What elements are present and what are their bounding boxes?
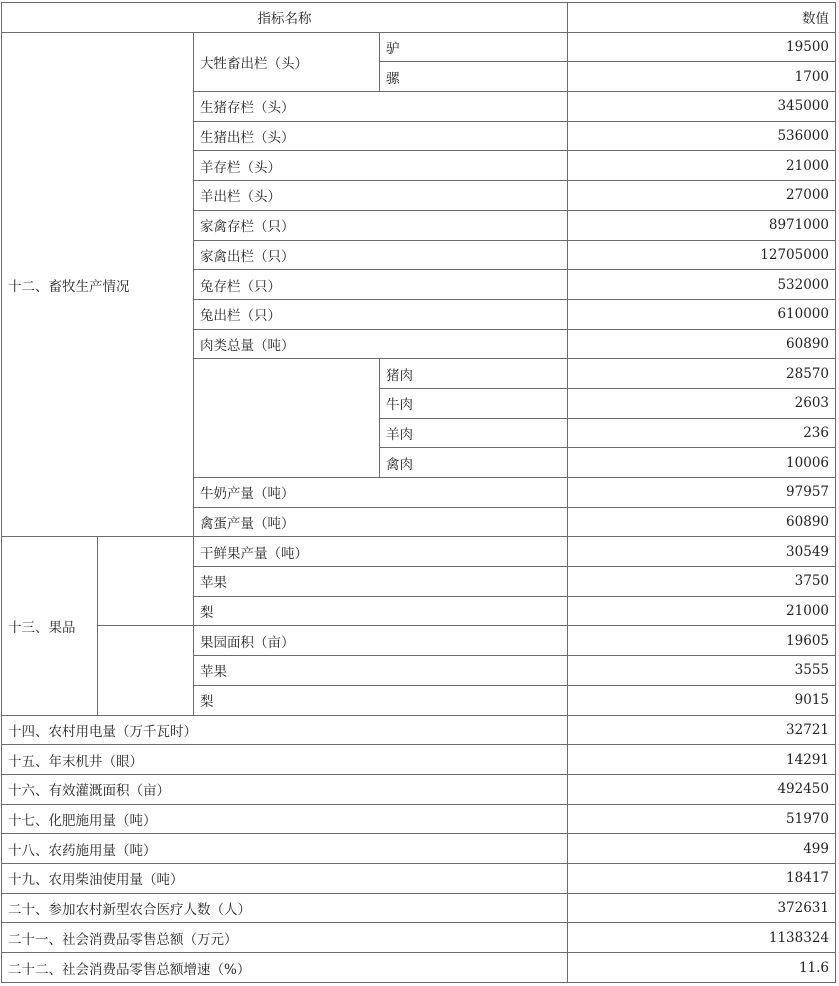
table-row [2, 804, 836, 834]
milk-value: 97957 [568, 478, 836, 508]
fruit-apple-value: 3750 [568, 567, 836, 597]
section-22-value: 11.6 [568, 953, 836, 983]
table-row [2, 953, 836, 983]
table-row [2, 537, 836, 567]
eggs-value: 60890 [568, 507, 836, 537]
mule-value: 1700 [568, 62, 836, 92]
rabbit-out-label: 兔出栏（只） [194, 299, 568, 329]
section-13-title: 十三、果品 [2, 537, 98, 715]
orchard-pear-label: 梨 [194, 685, 568, 715]
meat-total-label: 肉类总量（吨） [194, 329, 568, 359]
beef-value: 2603 [568, 388, 836, 418]
orchard-area-label: 果园面积（亩） [194, 626, 568, 656]
section-16-value: 492450 [568, 774, 836, 804]
poultry-meat-value: 10006 [568, 448, 836, 478]
header-row [2, 3, 836, 33]
pork-value: 28570 [568, 359, 836, 389]
poultry-stock-label: 家禽存栏（只） [194, 210, 568, 240]
sheep-out-label: 羊出栏（头） [194, 181, 568, 211]
meat-blank-cell [194, 359, 380, 478]
table-row [2, 626, 836, 656]
sheep-out-value: 27000 [568, 181, 836, 211]
pork-label: 猪肉 [380, 359, 568, 389]
donkey-label: 驴 [380, 32, 568, 62]
section-12-title: 十二、畜牧生产情况 [2, 32, 194, 537]
sheep-stock-label: 羊存栏（头） [194, 151, 568, 181]
section-16-label: 十六、有效灌溉面积（亩） [2, 774, 568, 804]
orchard-area-value: 19605 [568, 626, 836, 656]
fruit-output-value: 30549 [568, 537, 836, 567]
rabbit-stock-value: 532000 [568, 270, 836, 300]
table-row [2, 774, 836, 804]
table-row [2, 715, 836, 745]
pig-out-value: 536000 [568, 121, 836, 151]
orchard-apple-value: 3555 [568, 656, 836, 686]
section-21-label: 二十一、社会消费品零售总额（万元） [2, 923, 568, 953]
table-row [2, 32, 836, 62]
pig-stock-value: 345000 [568, 92, 836, 122]
poultry-meat-label: 禽肉 [380, 448, 568, 478]
fruit-apple-label: 苹果 [194, 567, 568, 597]
poultry-stock-value: 8971000 [568, 210, 836, 240]
section-18-value: 499 [568, 834, 836, 864]
header-indicator-name: 指标名称 [2, 3, 568, 33]
meat-total-value: 60890 [568, 329, 836, 359]
section-20-value: 372631 [568, 893, 836, 923]
fruit-blank-cell [98, 537, 194, 626]
beef-label: 牛肉 [380, 388, 568, 418]
section-18-label: 十八、农药施用量（吨） [2, 834, 568, 864]
section-19-value: 18417 [568, 863, 836, 893]
section-15-label: 十五、年末机井（眼） [2, 745, 568, 775]
mule-label: 骡 [380, 62, 568, 92]
mutton-label: 羊肉 [380, 418, 568, 448]
section-17-value: 51970 [568, 804, 836, 834]
statistics-table [1, 2, 836, 983]
rabbit-stock-label: 兔存栏（只） [194, 270, 568, 300]
big-livestock-label: 大牲畜出栏（头） [194, 32, 380, 91]
section-14-value: 32721 [568, 715, 836, 745]
section-21-value: 1138324 [568, 923, 836, 953]
section-17-label: 十七、化肥施用量（吨） [2, 804, 568, 834]
mutton-value: 236 [568, 418, 836, 448]
poultry-out-label: 家禽出栏（只） [194, 240, 568, 270]
milk-label: 牛奶产量（吨） [194, 478, 568, 508]
orchard-pear-value: 9015 [568, 685, 836, 715]
fruit-pear-value: 21000 [568, 596, 836, 626]
rabbit-out-value: 610000 [568, 299, 836, 329]
table-row [2, 834, 836, 864]
section-20-label: 二十、参加农村新型农合医疗人数（人） [2, 893, 568, 923]
section-14-label: 十四、农村用电量（万千瓦时） [2, 715, 568, 745]
pig-out-label: 生猪出栏（头） [194, 121, 568, 151]
section-15-value: 14291 [568, 745, 836, 775]
donkey-value: 19500 [568, 32, 836, 62]
sheep-stock-value: 21000 [568, 151, 836, 181]
orchard-blank-cell [98, 626, 194, 715]
poultry-out-value: 12705000 [568, 240, 836, 270]
section-19-label: 十九、农用柴油使用量（吨） [2, 863, 568, 893]
orchard-apple-label: 苹果 [194, 656, 568, 686]
table-row [2, 745, 836, 775]
eggs-label: 禽蛋产量（吨） [194, 507, 568, 537]
section-22-label: 二十二、社会消费品零售总额增速（%） [2, 953, 568, 983]
table-row [2, 923, 836, 953]
fruit-pear-label: 梨 [194, 596, 568, 626]
table-row [2, 863, 836, 893]
fruit-output-label [194, 537, 568, 567]
header-value: 数值 [568, 3, 836, 33]
table-row [2, 893, 836, 923]
fruit-output-text: 干鲜果产量（吨） [200, 545, 308, 562]
pig-stock-label: 生猪存栏（头） [194, 92, 568, 122]
